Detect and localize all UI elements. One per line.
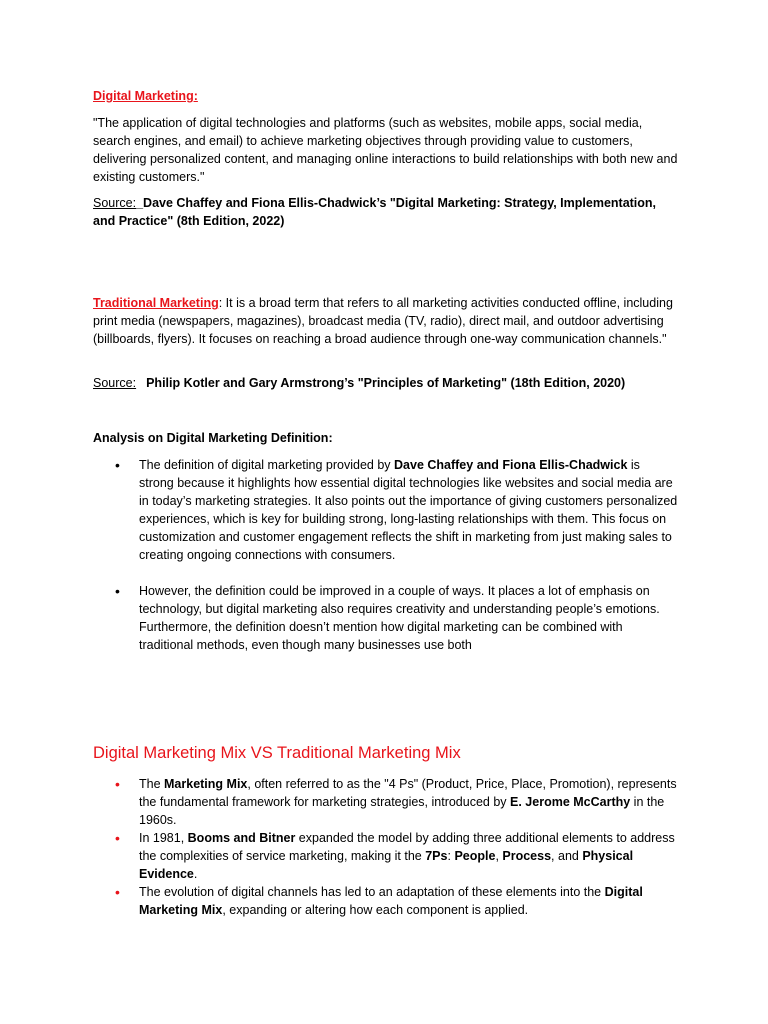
analysis-bullet-list (93, 456, 678, 654)
marketing-mix-bullet-list (93, 775, 678, 919)
analysis-heading: Analysis on Digital Marketing Definition: (93, 431, 333, 445)
traditional-marketing-source (93, 374, 678, 392)
digital-marketing-definition: "The application of digital technologies and platforms (such as websites, mobile apps, social media, search engines, and email) to achieve marketing objectives through providing value to customers, delivering personalized content, and managing online interactions to build relationships with both new and existing customers." (93, 116, 678, 184)
bullet-icon: • (115, 457, 120, 473)
digital-marketing-heading: Digital Marketing: (93, 89, 198, 103)
list-item: • The Marketing Mix, often referred to as the "4 Ps" (Product, Price, Place, Promotion), represents the fundamental framework for marketing strategies, introduced by E. Jerome McCarthy in the 1960s. (115, 776, 677, 827)
list-item: • However, the definition could be improved in a couple of ways. It places a lot of emphasis on technology, but digital marketing also requires creativity and understanding people’s emotions. Furthermore, the definition doesn’t mention how digital marketing can be combined with traditional methods, even though many businesses use both (115, 583, 660, 652)
source-citation: _Dave Chaffey and Fiona Ellis-Chadwick’s "Digital Marketing: Strategy, Implementation, and Practice" (8th Edition, 2022) (93, 196, 657, 228)
list-item: • The evolution of digital channels has led to an adaptation of these elements into the Digital Marketing Mix, expanding or altering how each component is applied. (115, 884, 643, 917)
digital-marketing-source (93, 194, 678, 230)
source-label: Source: (93, 196, 137, 210)
bullet-icon: • (115, 830, 120, 846)
source-citation: Philip Kotler and Gary Armstrong’s "Principles of Marketing" (18th Edition, 2020) (146, 376, 626, 390)
bullet-icon: • (115, 776, 120, 792)
marketing-mix-heading: Digital Marketing Mix VS Traditional Marketing Mix (93, 744, 461, 762)
list-item: • In 1981, Booms and Bitner expanded the model by adding three additional elements to address the complexities of service marketing, making it the 7Ps: People, Process, and Physical Evidence. (115, 830, 675, 881)
list-item: • The definition of digital marketing provided by Dave Chaffey and Fiona Ellis-Chadwick is strong because it highlights how essential digital technologies like websites and social media are in today’s marketing strategies. It also points out the importance of giving customers personalized experiences, which is key for building strong, long-lasting relationships with them. This focus on customization and customer engagement reflects the shift in marketing from just making sales to creating ongoing connections with consumers. (115, 457, 678, 562)
traditional-marketing-definition: Traditional Marketing: It is a broad term that refers to all marketing activities conducted offline, including print media (newspapers, magazines), broadcast media (TV, radio), direct mail, and outdoor advertising (billboards, flyers). It focuses on reaching a broad audience through one-way communication channels." (93, 296, 673, 346)
bullet-icon: • (115, 583, 120, 599)
source-label: Source: (93, 376, 137, 390)
bullet-icon: • (115, 884, 120, 900)
traditional-marketing-heading: Traditional Marketing (93, 296, 219, 310)
